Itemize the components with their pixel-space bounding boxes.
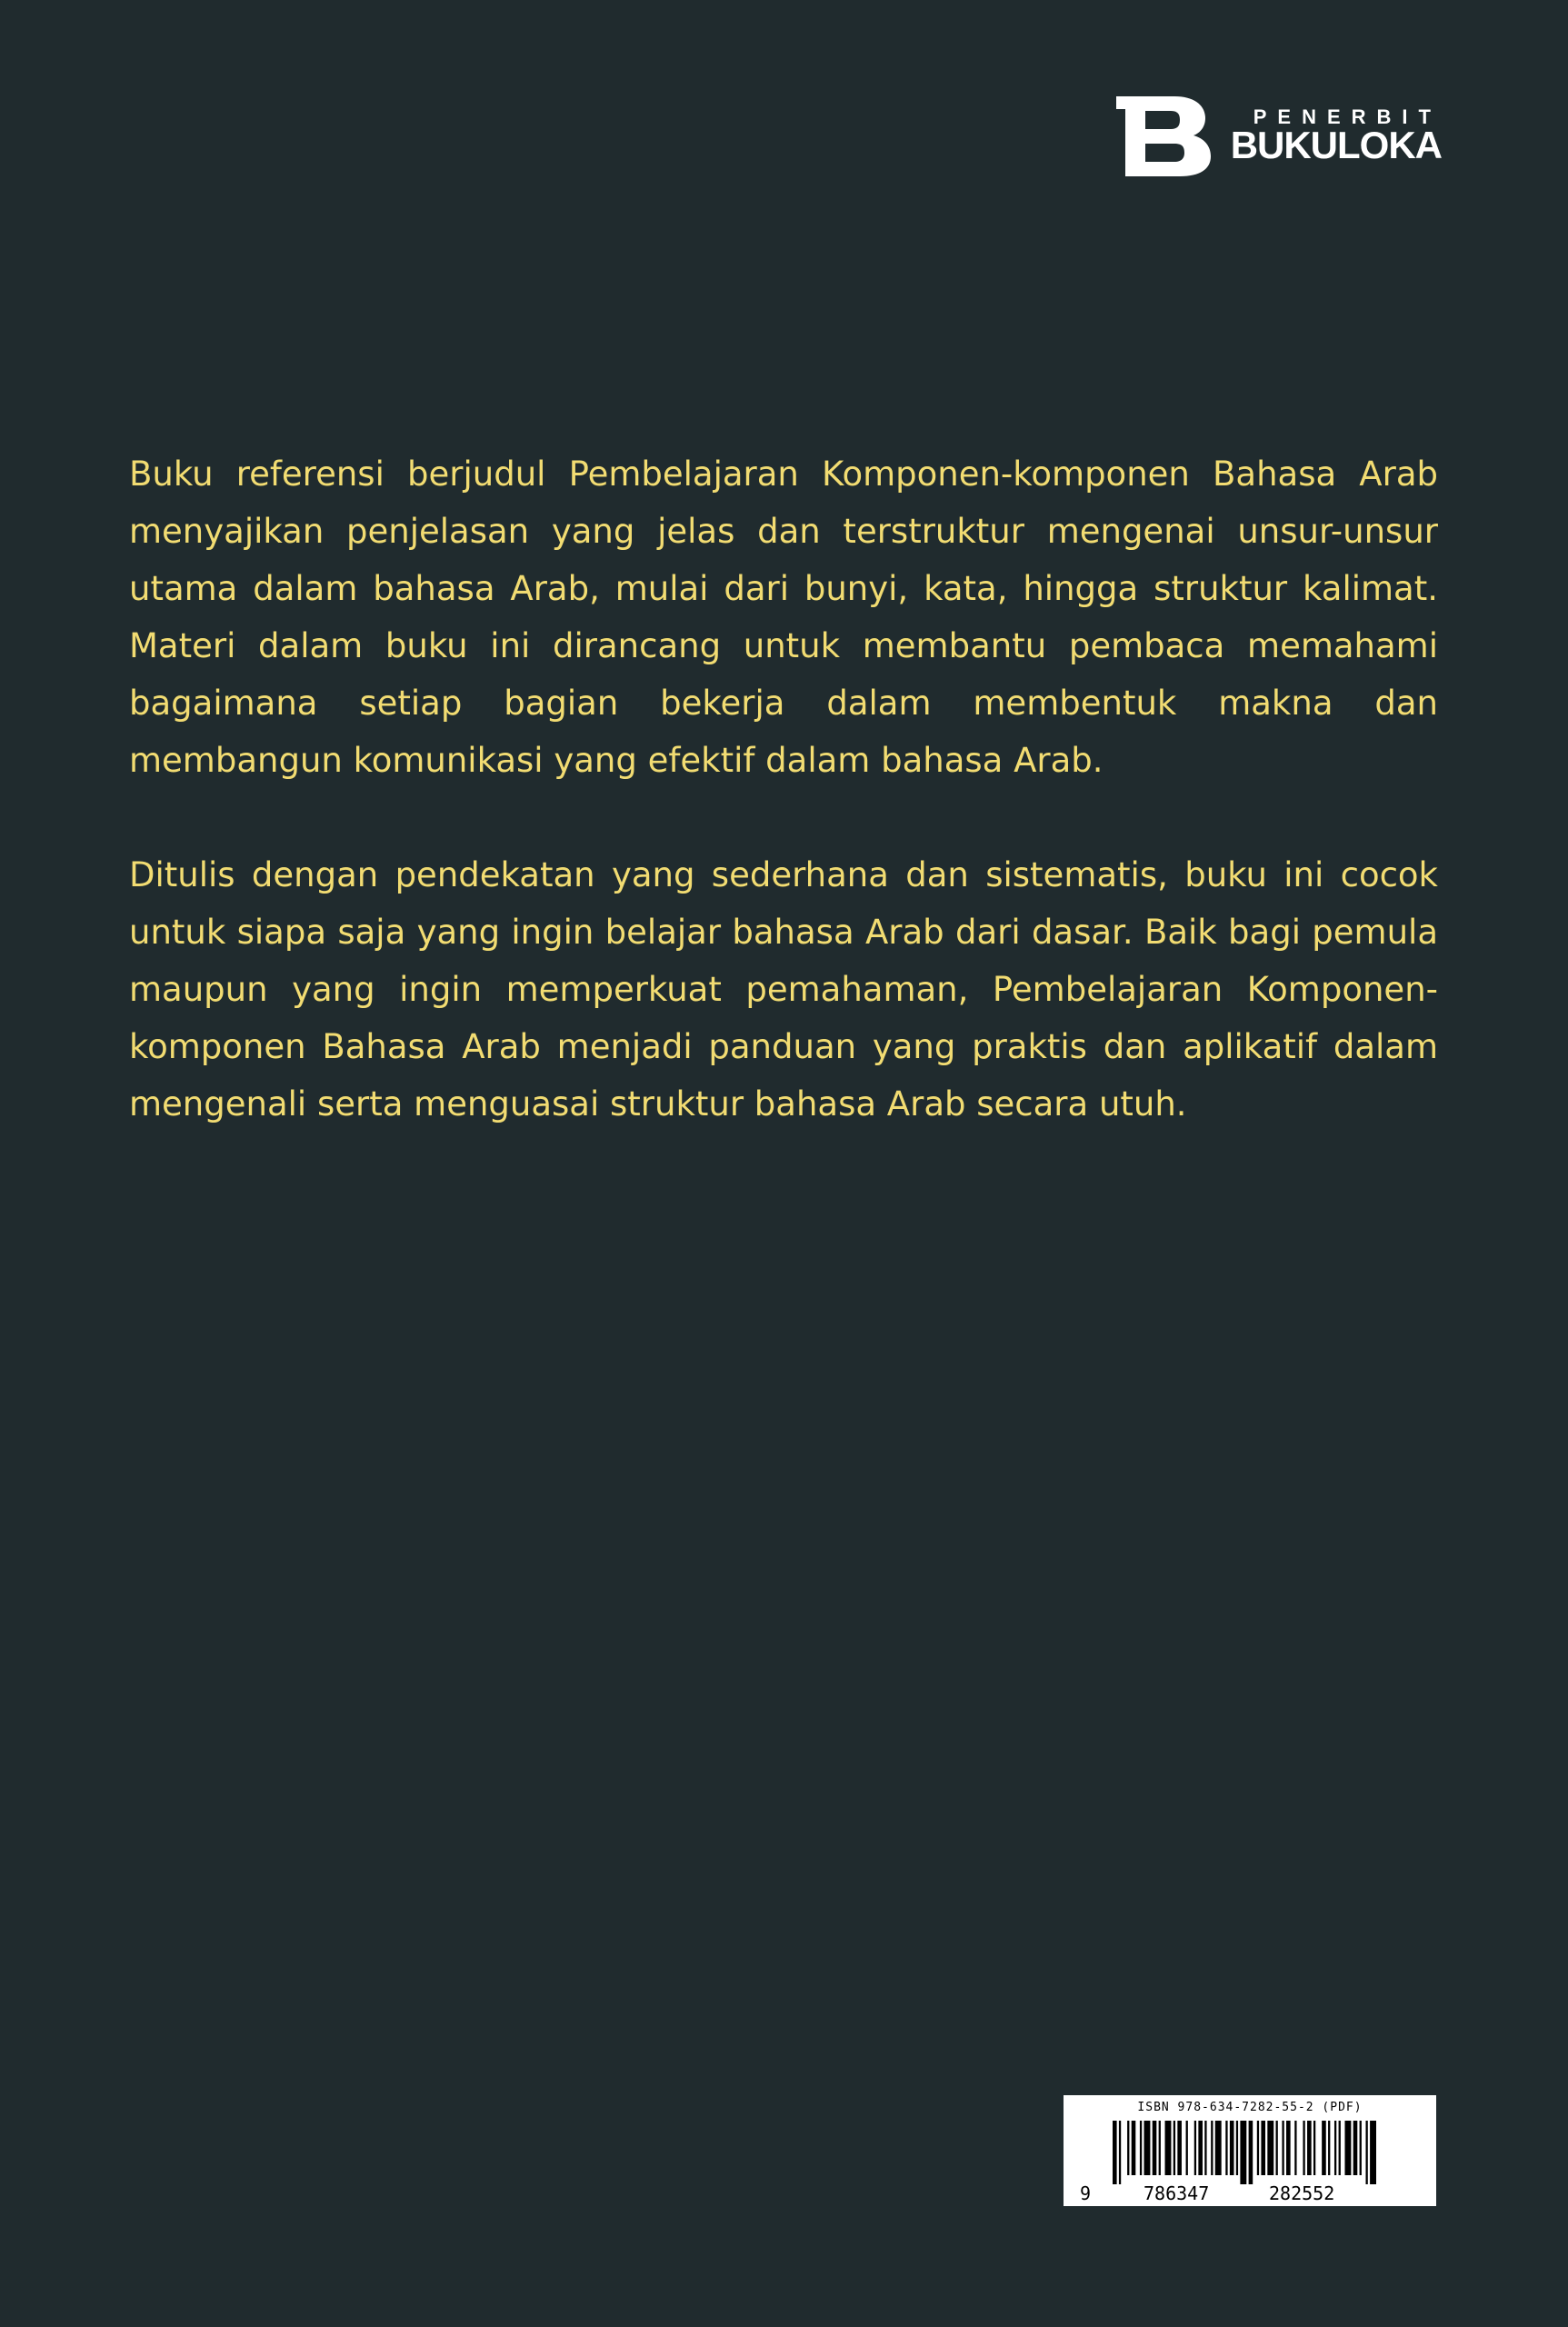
barcode-bar <box>1294 2121 1296 2175</box>
barcode-bar <box>1113 2121 1117 2184</box>
isbn-label: ISBN 978-634-7282-55-2 (PDF) <box>1137 2101 1363 2114</box>
barcode-bar <box>1334 2121 1336 2175</box>
barcode-bar <box>1119 2121 1121 2184</box>
isbn-barcode <box>1064 2095 1436 2206</box>
barcode-bar <box>1267 2121 1273 2175</box>
barcode-digit-first: 9 <box>1080 2182 1092 2204</box>
barcode-bar <box>1144 2121 1151 2175</box>
barcode-bar <box>1303 2121 1304 2175</box>
barcode-bar <box>1225 2121 1227 2175</box>
barcode-bar <box>1276 2121 1278 2175</box>
barcode-bar <box>1194 2121 1196 2175</box>
barcode-bar <box>1165 2121 1172 2175</box>
barcode-bar <box>1313 2121 1315 2175</box>
barcode-bar <box>1249 2121 1253 2184</box>
barcode-bar <box>1370 2121 1376 2184</box>
publisher-label-small: PENERBIT <box>1253 105 1442 128</box>
barcode-bar <box>1322 2121 1326 2175</box>
barcode-bar <box>1140 2121 1142 2175</box>
barcode-bar <box>1177 2121 1182 2175</box>
barcode-bar <box>1339 2121 1341 2175</box>
barcode-bar <box>1353 2121 1358 2175</box>
blurb-paragraph-1: Buku referensi berjudul Pembelajaran Komponen-komponen Bahasa Arab menyajikan penjelasan yang jelas dan terstruktur mengenai unsur-unsur utama dalam bahasa Arab, mulai dari bunyi, kata, hingga struktur kalimat. Materi dalam buku ini dirancang untuk membantu pembaca memahami bagaimana setiap bagian bekerja dalam membentuk makna dan membangun komunikasi yang efektif dalam bahasa Arab. <box>129 454 1438 780</box>
barcode-bar <box>1261 2121 1265 2175</box>
barcode-bar <box>1204 2121 1206 2175</box>
barcode-bar <box>1307 2121 1312 2175</box>
barcode-bar <box>1159 2121 1161 2175</box>
publisher-logo <box>1116 96 1442 176</box>
blurb-paragraph-2: Ditulis dengan pendekatan yang sederhana dan sistematis, buku ini cocok untuk siapa saja yang ingin belajar bahasa Arab dari dasar. Baik bagi pemula maupun yang ingin memperkuat pemahaman, Pembelajaran Komponen-komponen Bahasa Arab menjadi panduan yang praktis dan aplikatif dalam mengenali serta menguasai struktur bahasa Arab secara utuh. <box>129 855 1438 1124</box>
barcode-bar <box>1236 2121 1238 2175</box>
barcode-bar <box>1186 2121 1188 2175</box>
barcode-bar <box>1240 2121 1246 2184</box>
barcode-bar <box>1132 2121 1136 2175</box>
barcode-digits-left: 786347 <box>1144 2182 1210 2204</box>
publisher-name: BUKULOKA <box>1230 124 1442 166</box>
barcode-bar <box>1286 2121 1291 2175</box>
barcode-bar <box>1282 2121 1283 2175</box>
barcode-bar <box>1344 2121 1351 2175</box>
barcode-bar <box>1328 2121 1330 2175</box>
barcode-bar <box>1230 2121 1234 2175</box>
barcode-bar <box>1360 2121 1362 2175</box>
barcode-digits-right: 282552 <box>1269 2182 1335 2204</box>
barcode-bars <box>1113 2121 1376 2184</box>
barcode-bar <box>1211 2121 1213 2175</box>
barcode-bar <box>1174 2121 1175 2175</box>
barcode-bar <box>1257 2121 1259 2175</box>
barcode-bar <box>1215 2121 1222 2175</box>
barcode-bar <box>1198 2121 1203 2175</box>
barcode-bar <box>1127 2121 1129 2175</box>
barcode-bar <box>1153 2121 1157 2175</box>
back-cover-blurb <box>129 445 1438 1133</box>
barcode-bar <box>1365 2121 1367 2184</box>
publisher-b-logo-icon <box>1116 96 1211 176</box>
